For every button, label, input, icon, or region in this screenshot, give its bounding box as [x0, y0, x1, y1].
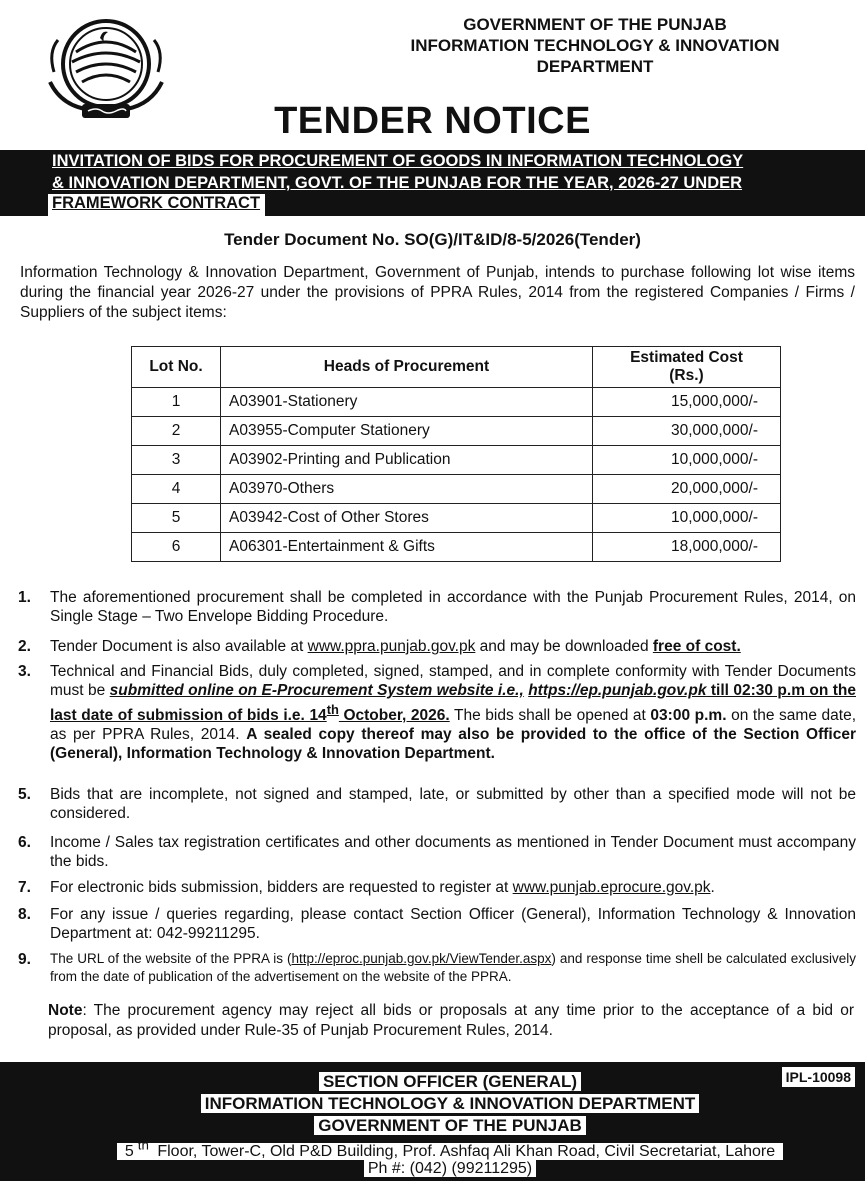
- ipl-number: IPL-10098: [782, 1067, 855, 1087]
- lot-number: 6: [132, 533, 221, 562]
- page-title: TENDER NOTICE: [274, 100, 591, 142]
- list-item: [18, 905, 856, 943]
- item-number: 6.: [18, 834, 31, 851]
- estimated-cost: 10,000,000/-: [593, 504, 781, 533]
- lot-number: 1: [132, 388, 221, 417]
- item-number: 3.: [18, 663, 31, 680]
- lot-number: 5: [132, 504, 221, 533]
- table-row: [132, 504, 781, 533]
- footer-government: GOVERNMENT OF THE PUNJAB: [314, 1116, 586, 1135]
- note-label: Note: [48, 1002, 83, 1019]
- item-number: 2.: [18, 638, 31, 655]
- tender-document-number: Tender Document No. SO(G)/IT&ID/8-5/2026(Tender): [224, 230, 641, 249]
- table-row: [132, 446, 781, 475]
- estimated-cost: 18,000,000/-: [593, 533, 781, 562]
- item-text: The aforementioned procurement shall be completed in accordance with the Punjab Procurement Rules, 2014, on Single Stage – Two Envelope Bidding Procedure.: [50, 589, 856, 625]
- procurement-head: A03902-Printing and Publication: [221, 446, 593, 475]
- invitation-line-3: FRAMEWORK CONTRACT: [52, 194, 261, 212]
- eprocurement-link[interactable]: https://ep.punjab.gov.pk: [528, 682, 707, 699]
- footer-phone: Ph #: (042) (99211295): [364, 1160, 536, 1177]
- deadline-text: till 02:30 p.m on the last date of submission of bids i.e. 14: [50, 682, 856, 725]
- item-number: 5.: [18, 786, 31, 803]
- list-item: [18, 833, 856, 871]
- intro-paragraph: Information Technology & Innovation Department, Government of Punjab, intends to purchase following lot wise items during the financial year 2026-27 under the provisions of PPRA Rules, 2014 from the registered Companies / Firms / Suppliers of the subject items:: [20, 264, 855, 321]
- deadline-date: October, 2026.: [338, 707, 450, 725]
- sealed-copy-text: A sealed copy thereof may also be provided to the office of the Section Officer (General), Information Technology & Innovation Department.: [50, 726, 856, 763]
- invitation-line-1: INVITATION OF BIDS FOR PROCUREMENT OF GOODS IN INFORMATION TECHNOLOGY: [52, 152, 744, 170]
- view-tender-link[interactable]: http://eproc.punjab.gov.pk/ViewTender.aspx: [291, 951, 552, 966]
- procurement-head: A03901-Stationery: [221, 388, 593, 417]
- list-item: [18, 637, 856, 656]
- footer-banner: [0, 1062, 865, 1181]
- estimated-cost: 15,000,000/-: [593, 388, 781, 417]
- list-item: [18, 785, 856, 823]
- item-text: The URL of the website of the PPRA is (: [50, 951, 292, 966]
- submission-text: submitted online on E-Procurement System website i.e.,: [109, 682, 524, 699]
- procurement-head: A03970-Others: [221, 475, 593, 504]
- list-item: 7. For electronic bids submission, bidders are requested to register at www.punjab.eprocure.gov.pk.: [18, 879, 715, 896]
- note-paragraph: [48, 1001, 854, 1041]
- table-header-row: [132, 347, 781, 388]
- item-number: 9.: [18, 951, 31, 968]
- column-header-lot: Lot No.: [132, 347, 221, 388]
- table-row: [132, 388, 781, 417]
- table-row: [132, 417, 781, 446]
- opening-time: 03:00 p.m.: [650, 707, 727, 725]
- invitation-line-2: & INNOVATION DEPARTMENT, GOVT. OF THE PUNJAB FOR THE YEAR, 2026-27 UNDER: [52, 174, 743, 192]
- item-text: ) and response time shell be calculated exclusively from the date of publication of the advertisement on the website of the PPRA.: [50, 951, 856, 984]
- item-number: 8.: [18, 906, 31, 923]
- column-header-head: Heads of Procurement: [221, 347, 593, 388]
- item-text: The bids shall be opened at: [449, 707, 651, 725]
- column-header-cost: Estimated Cost (Rs.): [593, 347, 781, 388]
- table-row: [132, 533, 781, 562]
- ordinal-suffix: th: [326, 702, 339, 717]
- item-text: on the same date, as per PPRA Rules, 2014.: [50, 707, 857, 744]
- procurement-head: A03942-Cost of Other Stores: [221, 504, 593, 533]
- estimated-cost: 10,000,000/-: [593, 446, 781, 475]
- ppra-link[interactable]: www.ppra.punjab.gov.pk: [307, 638, 476, 655]
- list-item: [18, 662, 856, 763]
- item-text: For electronic bids submission, bidders are requested to register at: [50, 879, 513, 896]
- header: [0, 0, 865, 148]
- list-item: [18, 950, 856, 986]
- estimated-cost: 30,000,000/-: [593, 417, 781, 446]
- gov-line-3: DEPARTMENT: [536, 57, 654, 76]
- gov-line-1: GOVERNMENT OF THE PUNJAB: [463, 15, 727, 34]
- item-text: Technical and Financial Bids, duly completed, signed, stamped, and in complete conformity with Tender Documents must be: [50, 663, 856, 699]
- list-item: [18, 588, 856, 626]
- procurement-table: [131, 346, 781, 562]
- procurement-head: A06301-Entertainment & Gifts: [221, 533, 593, 562]
- item-number: 1.: [18, 589, 31, 606]
- gov-line-2: INFORMATION TECHNOLOGY & INNOVATION: [410, 36, 780, 55]
- lot-number: 4: [132, 475, 221, 504]
- eprocure-link[interactable]: www.punjab.eprocure.gov.pk: [512, 879, 711, 896]
- item-text: and may be downloaded: [475, 638, 653, 655]
- note-text: : The procurement agency may reject all bids or proposals at any time prior to the acceptance of a bid or proposal, as provided under Rule-35 of Punjab Procurement Rules, 2014.: [48, 1002, 854, 1039]
- item-number: 7.: [18, 879, 31, 896]
- item-text: For any issue / queries regarding, please contact Section Officer (General), Information Technology & Innovation Department at: 042-99211295.: [50, 906, 856, 942]
- lot-number: 2: [132, 417, 221, 446]
- estimated-cost: 20,000,000/-: [593, 475, 781, 504]
- free-of-cost-text: free of cost.: [652, 638, 741, 655]
- lot-number: 3: [132, 446, 221, 475]
- footer-department: INFORMATION TECHNOLOGY & INNOVATION DEPARTMENT: [201, 1094, 699, 1113]
- procurement-head: A03955-Computer Stationery: [221, 417, 593, 446]
- item-text: Bids that are incomplete, not signed and stamped, late, or submitted by other than a specified mode will not be considered.: [50, 786, 856, 822]
- department-heading: [330, 14, 860, 77]
- invitation-banner: [0, 150, 865, 216]
- footer-address: 5 $^{th}$ Floor, Tower-C, Old P&D Building, Prof. Ashfaq Ali Khan Road, Civil Secretariat, Lahore: [117, 1143, 783, 1160]
- item-text: Tender Document is also available at: [50, 638, 308, 655]
- item-text: Income / Sales tax registration certificates and other documents as mentioned in Tender Document must accompany the bids.: [50, 834, 856, 870]
- footer-office: SECTION OFFICER (GENERAL): [319, 1072, 581, 1091]
- table-row: [132, 475, 781, 504]
